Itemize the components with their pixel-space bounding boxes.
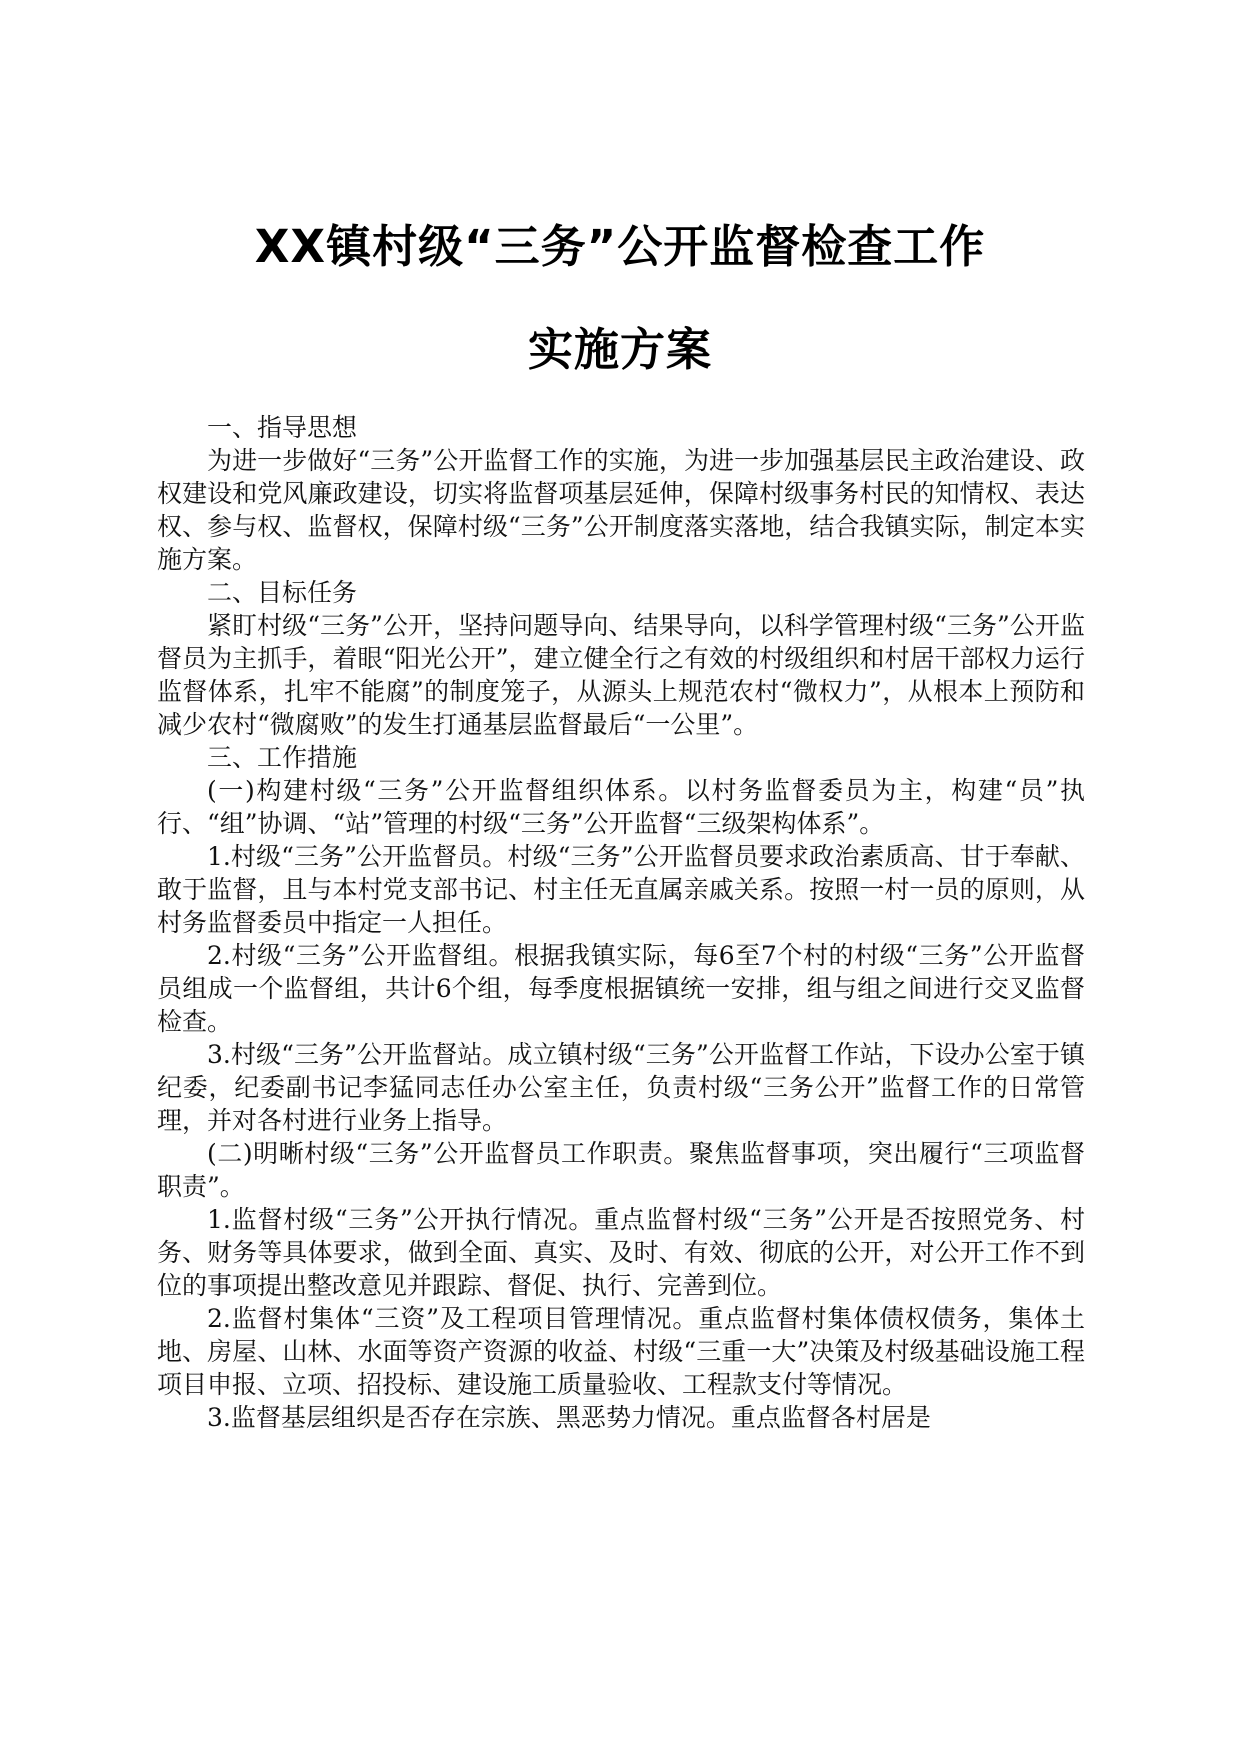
section-heading-work-measures: 三、工作措施 [207, 743, 358, 772]
paragraph: 2.村级“三务”公开监督组。根据我镇实际，每6至7个村的村级“三务”公开监督员组成一个监督组，共计6个组，每季度根据镇统一安排，组与组之间进行交叉监督检查。 [157, 941, 1085, 1036]
paragraph: 1.村级“三务”公开监督员。村级“三务”公开监督员要求政治素质高、甘于奉献、敢于监督，且与本村党支部书记、村主任无直属亲戚关系。按照一村一员的原则，从村务监督委员中指定一人担任。 [157, 842, 1085, 937]
document-body [157, 411, 1085, 1434]
section-heading-goals-tasks: 二、目标任务 [207, 578, 358, 607]
paragraph: 紧盯村级“三务”公开，坚持问题导向、结果导向，以科学管理村级“三务”公开监督员为主抓手，着眼“阳光公开”，建立健全行之有效的村级组织和村居干部权力运行监督体系，扎牢不能腐”的制度笼子，从源头上规范农村“微权力”，从根本上预防和减少农村“微腐败”的发生打通基层监督最后“一公里”。 [157, 611, 1085, 739]
paragraph: (一)构建村级“三务”公开监督组织体系。以村务监督委员为主，构建“员”执行、“组”协调、“站”管理的村级“三务”公开监督“三级架构体系”。 [157, 776, 1085, 838]
paragraph: 3.村级“三务”公开监督站。成立镇村级“三务”公开监督工作站，下设办公室于镇纪委，纪委副书记李猛同志任办公室主任，负责村级“三务公开”监督工作的日常管理，并对各村进行业务上指导。 [157, 1040, 1085, 1135]
paragraph: 为进一步做好“三务”公开监督工作的实施，为进一步加强基层民主政治建设、政权建设和党风廉政建设，切实将监督项基层延伸，保障村级事务村民的知情权、表达权、参与权、监督权，保障村级“三务”公开制度落实落地，结合我镇实际，制定本实施方案。 [157, 446, 1085, 574]
paragraph: 1.监督村级“三务”公开执行情况。重点监督村级“三务”公开是否按照党务、村务、财务等具体要求，做到全面、真实、及时、有效、彻底的公开，对公开工作不到位的事项提出整改意见并跟踪、督促、执行、完善到位。 [157, 1205, 1085, 1300]
section-heading-guiding-ideology: 一、指导思想 [207, 413, 358, 442]
paragraph: (二)明晰村级“三务”公开监督员工作职责。聚焦监督事项，突出履行“三项监督职责”。 [157, 1139, 1085, 1201]
document-title-line-1: XX镇村级“三务”公开监督检查工作 [254, 220, 986, 273]
document-title-line-2: 实施方案 [527, 323, 712, 376]
paragraph: 3.监督基层组织是否存在宗族、黑恶势力情况。重点监督各村居是 [207, 1403, 931, 1432]
paragraph: 2.监督村集体“三资”及工程项目管理情况。重点监督村集体债权债务，集体土地、房屋、山林、水面等资产资源的收益、村级“三重一大”决策及村级基础设施工程项目申报、立项、招投标、建设施工质量验收、工程款支付等情况。 [157, 1304, 1085, 1399]
